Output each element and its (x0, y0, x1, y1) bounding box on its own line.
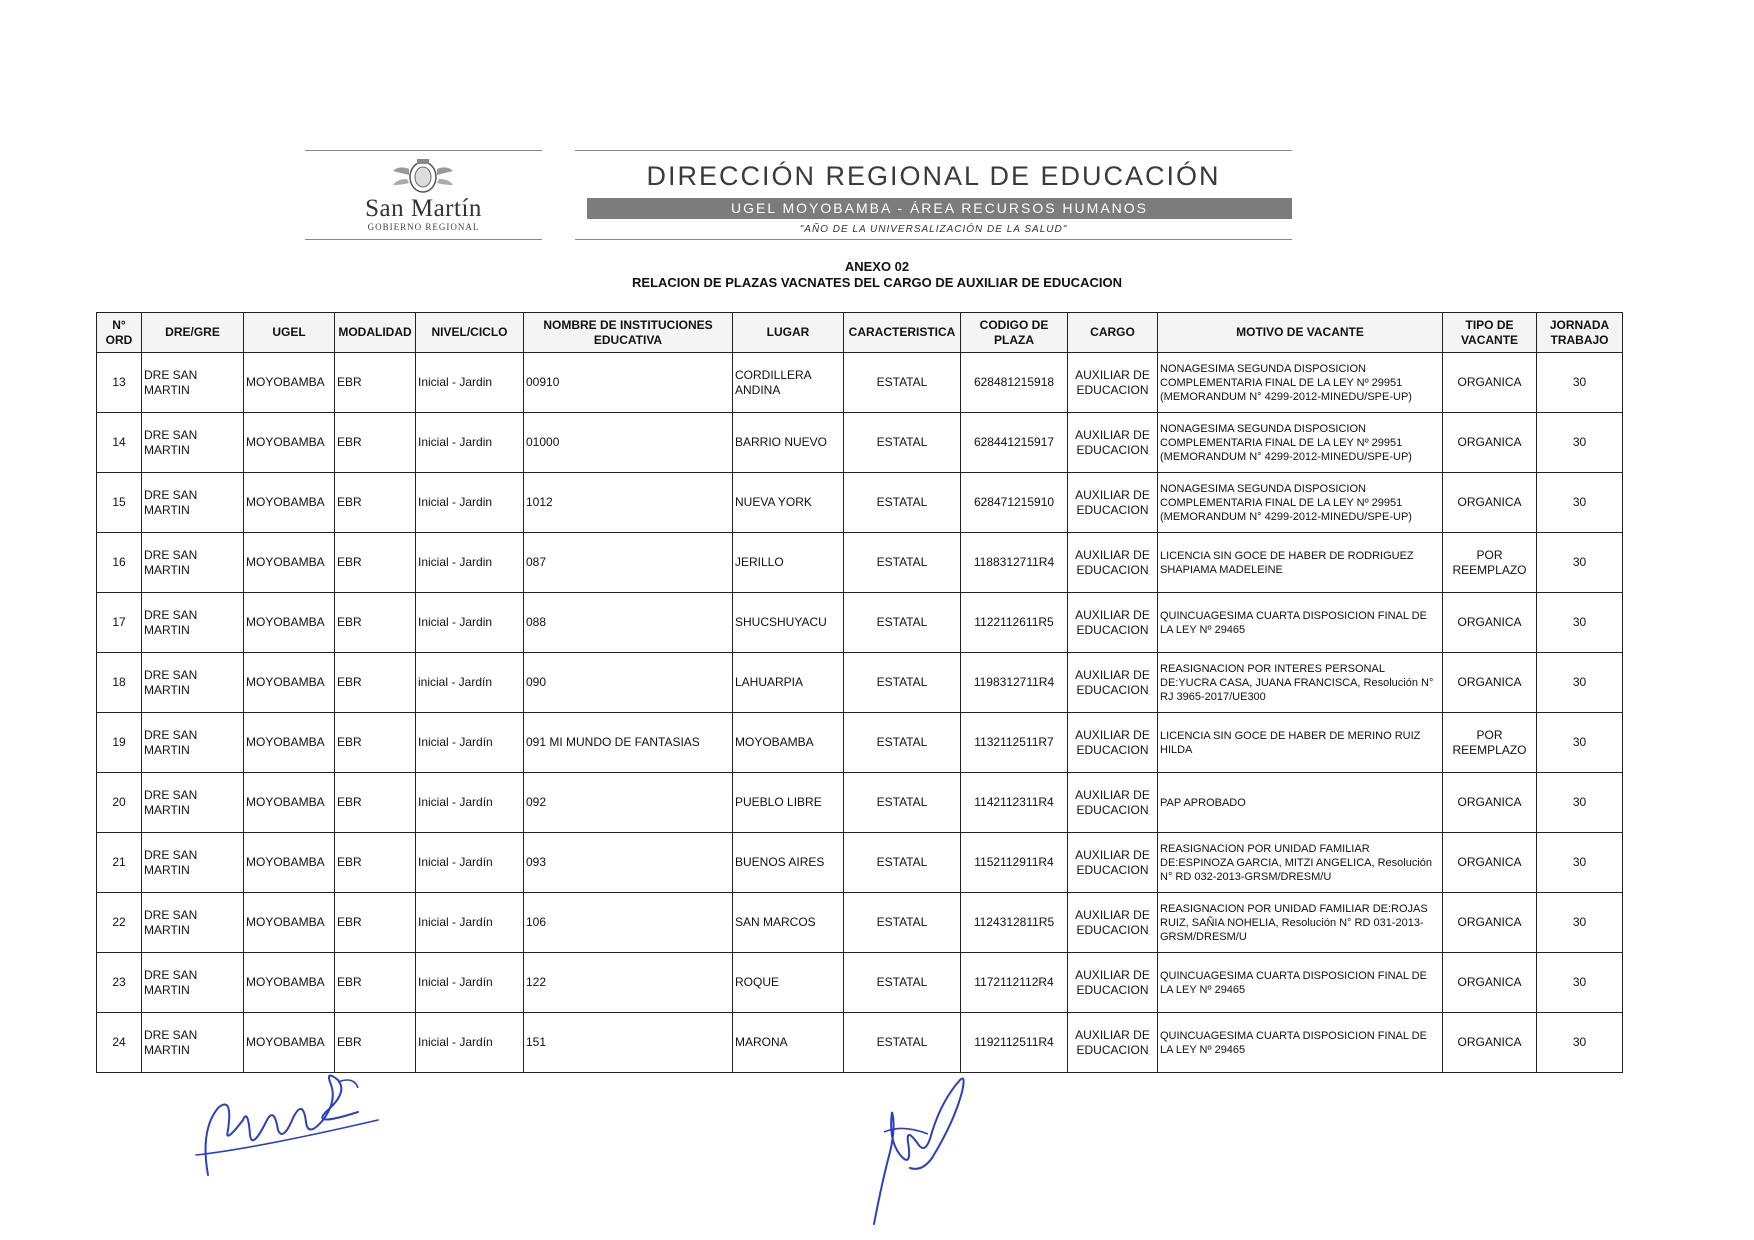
cell-ugel: MOYOBAMBA (244, 653, 335, 713)
cell-tipo-vacante: ORGANICA (1443, 953, 1537, 1013)
cell-cargo: AUXILIAR DE EDUCACION (1068, 653, 1158, 713)
cell-caracteristica: ESTATAL (844, 833, 961, 893)
cell-caracteristica: ESTATAL (844, 893, 961, 953)
cell-cargo: AUXILIAR DE EDUCACION (1068, 713, 1158, 773)
cell-caracteristica: ESTATAL (844, 533, 961, 593)
cell-tipo-vacante: ORGANICA (1443, 773, 1537, 833)
cell-modalidad: EBR (335, 413, 416, 473)
cell-dre-gre: DRE SAN MARTIN (142, 833, 244, 893)
table-header-row (97, 313, 1623, 353)
cell-modalidad: EBR (335, 533, 416, 593)
cell-modalidad: EBR (335, 713, 416, 773)
cell-cargo: AUXILIAR DE EDUCACION (1068, 833, 1158, 893)
cell-lugar: CORDILLERA ANDINA (733, 353, 844, 413)
cell-caracteristica: ESTATAL (844, 773, 961, 833)
cell-jornada: 30 (1537, 533, 1623, 593)
cell-jornada: 30 (1537, 593, 1623, 653)
cell-lugar: PUEBLO LIBRE (733, 773, 844, 833)
column-header-cargo: CARGO (1068, 313, 1158, 353)
cell-jornada: 30 (1537, 1013, 1623, 1073)
cell-ugel: MOYOBAMBA (244, 593, 335, 653)
cell-caracteristica: ESTATAL (844, 353, 961, 413)
cell-tipo-vacante: POR REEMPLAZO (1443, 713, 1537, 773)
cell-institucion: 092 (524, 773, 733, 833)
cell-nivel-ciclo: Inicial - Jardin (416, 593, 524, 653)
column-header-nivel-ciclo: NIVEL/CICLO (416, 313, 524, 353)
cell-motivo-vacante: LICENCIA SIN GOCE DE HABER DE RODRIGUEZ SHAPIAMA MADELEINE (1158, 533, 1443, 593)
cell-codigo-plaza: 1132112511R7 (961, 713, 1068, 773)
cell-institucion: 090 (524, 653, 733, 713)
cell-caracteristica: ESTATAL (844, 1013, 961, 1073)
cell-cargo: AUXILIAR DE EDUCACION (1068, 353, 1158, 413)
table-row (97, 593, 1623, 653)
annex-title (0, 259, 1754, 291)
cell-institucion: 151 (524, 1013, 733, 1073)
cell-jornada: 30 (1537, 473, 1623, 533)
column-header-codigo-plaza: CODIGO DE PLAZA (961, 313, 1068, 353)
cell-cargo: AUXILIAR DE EDUCACION (1068, 533, 1158, 593)
cell-jornada: 30 (1537, 353, 1623, 413)
logo-name: San Martín (365, 195, 482, 222)
cell-institucion: 106 (524, 893, 733, 953)
table-row (97, 953, 1623, 1013)
cell-n-ord: 21 (97, 833, 142, 893)
cell-institucion: 122 (524, 953, 733, 1013)
cell-cargo: AUXILIAR DE EDUCACION (1068, 953, 1158, 1013)
column-header-ugel: UGEL (244, 313, 335, 353)
cell-caracteristica: ESTATAL (844, 413, 961, 473)
cell-tipo-vacante: POR REEMPLAZO (1443, 533, 1537, 593)
table-row (97, 533, 1623, 593)
title-block (575, 150, 1292, 240)
directorate-title: DIRECCIÓN REGIONAL DE EDUCACIÓN (646, 161, 1221, 191)
cell-ugel: MOYOBAMBA (244, 1013, 335, 1073)
cell-motivo-vacante: NONAGESIMA SEGUNDA DISPOSICION COMPLEMENTARIA FINAL DE LA LEY Nº 29951 (MEMORANDUM N° 4299-2012-MINEDU/SPE-UP) (1158, 353, 1443, 413)
cell-institucion: 01000 (524, 413, 733, 473)
signature-left (188, 1060, 388, 1185)
cell-jornada: 30 (1537, 833, 1623, 893)
cell-n-ord: 24 (97, 1013, 142, 1073)
cell-institucion: 087 (524, 533, 733, 593)
cell-dre-gre: DRE SAN MARTIN (142, 593, 244, 653)
cell-cargo: AUXILIAR DE EDUCACION (1068, 413, 1158, 473)
cell-motivo-vacante: QUINCUAGESIMA CUARTA DISPOSICION FINAL DE LA LEY Nº 29465 (1158, 593, 1443, 653)
cell-dre-gre: DRE SAN MARTIN (142, 473, 244, 533)
cell-tipo-vacante: ORGANICA (1443, 1013, 1537, 1073)
cell-cargo: AUXILIAR DE EDUCACION (1068, 1013, 1158, 1073)
cell-n-ord: 19 (97, 713, 142, 773)
cell-codigo-plaza: 1124312811R5 (961, 893, 1068, 953)
cell-tipo-vacante: ORGANICA (1443, 353, 1537, 413)
cell-codigo-plaza: 1198312711R4 (961, 653, 1068, 713)
cell-ugel: MOYOBAMBA (244, 413, 335, 473)
cell-ugel: MOYOBAMBA (244, 713, 335, 773)
cell-nivel-ciclo: Inicial - Jardin (416, 413, 524, 473)
table-row (97, 473, 1623, 533)
cell-ugel: MOYOBAMBA (244, 773, 335, 833)
cell-motivo-vacante: REASIGNACION POR UNIDAD FAMILIAR DE:ROJAS RUIZ, SAÑIA NOHELIA, Resolución N° RD 031-2013-GRSM/DRESM/U (1158, 893, 1443, 953)
column-header-modalidad: MODALIDAD (335, 313, 416, 353)
cell-caracteristica: ESTATAL (844, 953, 961, 1013)
annex-number: ANEXO 02 (844, 259, 910, 274)
cell-motivo-vacante: REASIGNACION POR INTERES PERSONAL DE:YUCRA CASA, JUANA FRANCISCA, Resolución N° RJ 3965-2017/UE300 (1158, 653, 1443, 713)
cell-jornada: 30 (1537, 773, 1623, 833)
vacancies-table (96, 312, 1623, 1073)
cell-tipo-vacante: ORGANICA (1443, 593, 1537, 653)
column-header-dre-gre: DRE/GRE (142, 313, 244, 353)
cell-tipo-vacante: ORGANICA (1443, 893, 1537, 953)
cell-ugel: MOYOBAMBA (244, 833, 335, 893)
cell-codigo-plaza: 628441215917 (961, 413, 1068, 473)
column-header-motivo-vacante: MOTIVO DE VACANTE (1158, 313, 1443, 353)
cell-dre-gre: DRE SAN MARTIN (142, 653, 244, 713)
cell-motivo-vacante: NONAGESIMA SEGUNDA DISPOSICION COMPLEMENTARIA FINAL DE LA LEY Nº 29951 (MEMORANDUM N° 4299-2012-MINEDU/SPE-UP) (1158, 413, 1443, 473)
cell-codigo-plaza: 1122112611R5 (961, 593, 1068, 653)
cell-ugel: MOYOBAMBA (244, 953, 335, 1013)
cell-nivel-ciclo: Inicial - Jardin (416, 473, 524, 533)
cell-motivo-vacante: QUINCUAGESIMA CUARTA DISPOSICION FINAL DE LA LEY Nº 29465 (1158, 1013, 1443, 1073)
ugel-banner: UGEL MOYOBAMBA - ÁREA RECURSOS HUMANOS (587, 198, 1292, 219)
table-row (97, 773, 1623, 833)
cell-ugel: MOYOBAMBA (244, 893, 335, 953)
cell-tipo-vacante: ORGANICA (1443, 653, 1537, 713)
cell-lugar: LAHUARPIA (733, 653, 844, 713)
column-header-jornada: JORNADA TRABAJO (1537, 313, 1623, 353)
cell-cargo: AUXILIAR DE EDUCACION (1068, 473, 1158, 533)
cell-ugel: MOYOBAMBA (244, 533, 335, 593)
cell-jornada: 30 (1537, 653, 1623, 713)
column-header-tipo-vacante: TIPO DE VACANTE (1443, 313, 1537, 353)
cell-modalidad: EBR (335, 353, 416, 413)
cell-motivo-vacante: NONAGESIMA SEGUNDA DISPOSICION COMPLEMENTARIA FINAL DE LA LEY Nº 29951 (MEMORANDUM N° 4299-2012-MINEDU/SPE-UP) (1158, 473, 1443, 533)
cell-dre-gre: DRE SAN MARTIN (142, 413, 244, 473)
column-header-n-ord: N° ORD (97, 313, 142, 353)
table-row (97, 413, 1623, 473)
cell-nivel-ciclo: Inicial - Jardín (416, 893, 524, 953)
cell-codigo-plaza: 1142112311R4 (961, 773, 1068, 833)
table-row (97, 833, 1623, 893)
cell-n-ord: 17 (97, 593, 142, 653)
cell-jornada: 30 (1537, 713, 1623, 773)
cell-dre-gre: DRE SAN MARTIN (142, 533, 244, 593)
cell-codigo-plaza: 1188312711R4 (961, 533, 1068, 593)
cell-n-ord: 14 (97, 413, 142, 473)
cell-dre-gre: DRE SAN MARTIN (142, 893, 244, 953)
cell-motivo-vacante: LICENCIA SIN GOCE DE HABER DE MERINO RUIZ HILDA (1158, 713, 1443, 773)
cell-codigo-plaza: 1152112911R4 (961, 833, 1068, 893)
column-header-caracteristica: CARACTERISTICA (844, 313, 961, 353)
table-row (97, 893, 1623, 953)
coat-of-arms-icon (387, 157, 459, 197)
cell-dre-gre: DRE SAN MARTIN (142, 713, 244, 773)
cell-institucion: 1012 (524, 473, 733, 533)
cell-cargo: AUXILIAR DE EDUCACION (1068, 893, 1158, 953)
cell-tipo-vacante: ORGANICA (1443, 473, 1537, 533)
table-body (97, 353, 1623, 1073)
cell-dre-gre: DRE SAN MARTIN (142, 353, 244, 413)
cell-modalidad: EBR (335, 1013, 416, 1073)
cell-nivel-ciclo: inicial - Jardín (416, 653, 524, 713)
cell-institucion: 093 (524, 833, 733, 893)
annex-description: RELACION DE PLAZAS VACNATES DEL CARGO DE AUXILIAR DE EDUCACION (632, 275, 1122, 290)
cell-caracteristica: ESTATAL (844, 593, 961, 653)
table-row (97, 353, 1623, 413)
cell-caracteristica: ESTATAL (844, 653, 961, 713)
cell-dre-gre: DRE SAN MARTIN (142, 773, 244, 833)
cell-dre-gre: DRE SAN MARTIN (142, 1013, 244, 1073)
cell-institucion: 091 MI MUNDO DE FANTASIAS (524, 713, 733, 773)
cell-ugel: MOYOBAMBA (244, 473, 335, 533)
cell-nivel-ciclo: Inicial - Jardín (416, 953, 524, 1013)
cell-tipo-vacante: ORGANICA (1443, 413, 1537, 473)
cell-lugar: ROQUE (733, 953, 844, 1013)
cell-nivel-ciclo: Inicial - Jardín (416, 773, 524, 833)
cell-lugar: SAN MARCOS (733, 893, 844, 953)
column-header-institucion: NOMBRE DE INSTITUCIONES EDUCATIVA (524, 313, 733, 353)
cell-lugar: JERILLO (733, 533, 844, 593)
cell-n-ord: 22 (97, 893, 142, 953)
regional-government-logo (305, 150, 542, 240)
cell-motivo-vacante: PAP APROBADO (1158, 773, 1443, 833)
cell-institucion: 088 (524, 593, 733, 653)
cell-lugar: MARONA (733, 1013, 844, 1073)
document-header (0, 150, 1754, 240)
cell-tipo-vacante: ORGANICA (1443, 833, 1537, 893)
cell-nivel-ciclo: Inicial - Jardin (416, 533, 524, 593)
cell-modalidad: EBR (335, 953, 416, 1013)
cell-lugar: BARRIO NUEVO (733, 413, 844, 473)
cell-modalidad: EBR (335, 593, 416, 653)
cell-jornada: 30 (1537, 893, 1623, 953)
table-row (97, 653, 1623, 713)
logo-subtitle: GOBIERNO REGIONAL (367, 222, 480, 232)
cell-n-ord: 16 (97, 533, 142, 593)
cell-n-ord: 23 (97, 953, 142, 1013)
cell-n-ord: 20 (97, 773, 142, 833)
cell-lugar: SHUCSHUYACU (733, 593, 844, 653)
cell-institucion: 00910 (524, 353, 733, 413)
cell-ugel: MOYOBAMBA (244, 353, 335, 413)
cell-n-ord: 15 (97, 473, 142, 533)
cell-lugar: NUEVA YORK (733, 473, 844, 533)
cell-codigo-plaza: 1192112511R4 (961, 1013, 1068, 1073)
cell-modalidad: EBR (335, 893, 416, 953)
cell-modalidad: EBR (335, 473, 416, 533)
signature-right (862, 1072, 982, 1232)
cell-nivel-ciclo: Inicial - Jardín (416, 833, 524, 893)
cell-dre-gre: DRE SAN MARTIN (142, 953, 244, 1013)
year-slogan: "AÑO DE LA UNIVERSALIZACIÓN DE LA SALUD" (799, 224, 1068, 235)
cell-jornada: 30 (1537, 953, 1623, 1013)
column-header-lugar: LUGAR (733, 313, 844, 353)
cell-lugar: MOYOBAMBA (733, 713, 844, 773)
cell-jornada: 30 (1537, 413, 1623, 473)
cell-modalidad: EBR (335, 833, 416, 893)
cell-modalidad: EBR (335, 653, 416, 713)
cell-caracteristica: ESTATAL (844, 713, 961, 773)
cell-cargo: AUXILIAR DE EDUCACION (1068, 593, 1158, 653)
cell-nivel-ciclo: Inicial - Jardín (416, 713, 524, 773)
cell-codigo-plaza: 628481215918 (961, 353, 1068, 413)
cell-codigo-plaza: 1172112112R4 (961, 953, 1068, 1013)
cell-n-ord: 18 (97, 653, 142, 713)
cell-caracteristica: ESTATAL (844, 473, 961, 533)
cell-modalidad: EBR (335, 773, 416, 833)
cell-nivel-ciclo: Inicial - Jardín (416, 1013, 524, 1073)
cell-motivo-vacante: QUINCUAGESIMA CUARTA DISPOSICION FINAL DE LA LEY Nº 29465 (1158, 953, 1443, 1013)
cell-lugar: BUENOS AIRES (733, 833, 844, 893)
cell-n-ord: 13 (97, 353, 142, 413)
table-row (97, 713, 1623, 773)
cell-cargo: AUXILIAR DE EDUCACION (1068, 773, 1158, 833)
cell-nivel-ciclo: Inicial - Jardin (416, 353, 524, 413)
cell-motivo-vacante: REASIGNACION POR UNIDAD FAMILIAR DE:ESPINOZA GARCIA, MITZI ANGELICA, Resolución N° RD 032-2013-GRSM/DRESM/U (1158, 833, 1443, 893)
cell-codigo-plaza: 628471215910 (961, 473, 1068, 533)
